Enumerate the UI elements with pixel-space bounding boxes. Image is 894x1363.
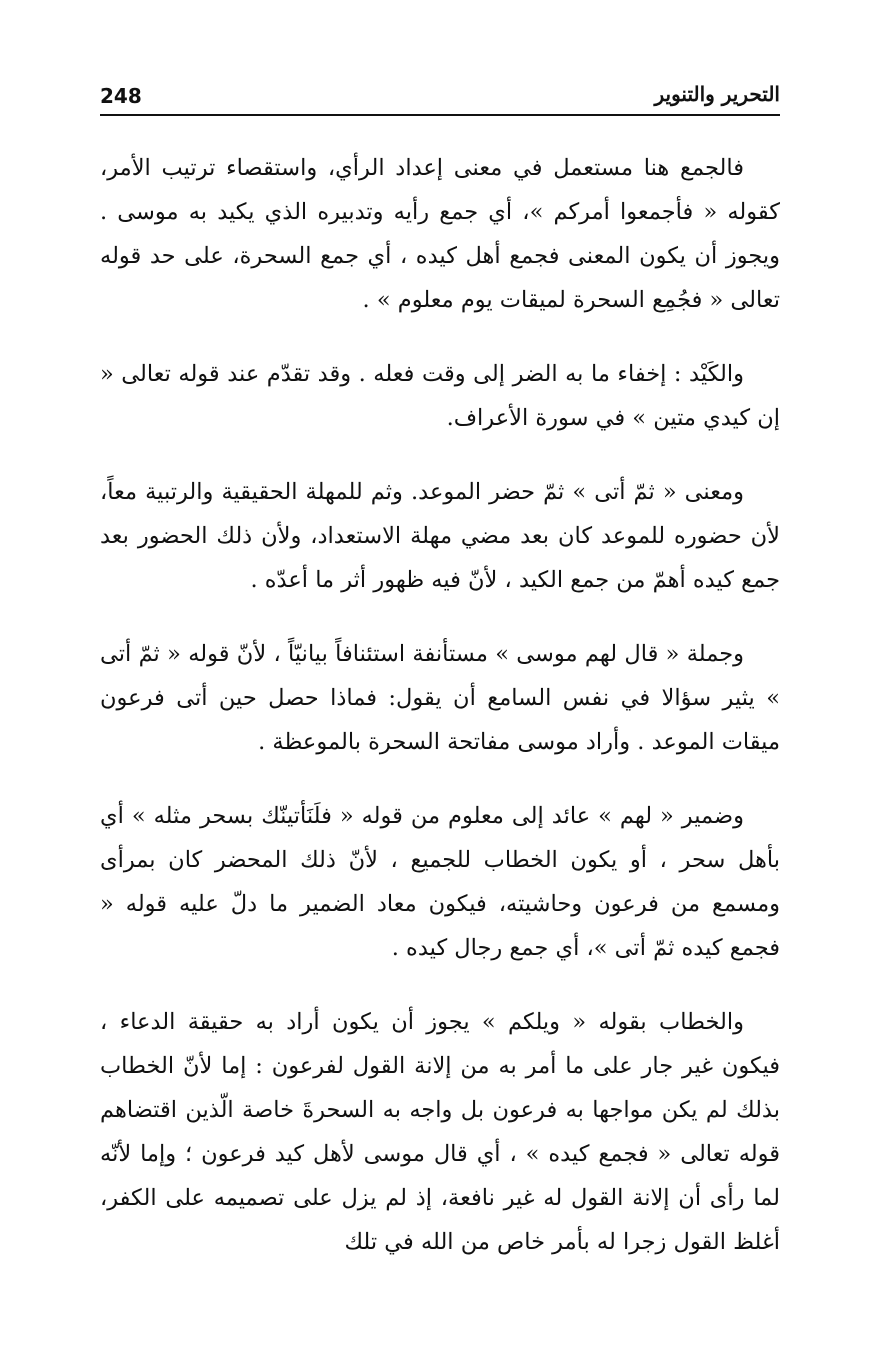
paragraph-2: والكَيْد : إخفاء ما به الضر إلى وقت فعله . وقد تقدّم عند قوله تعالى « إن كيدي متين » في سورة الأعراف. bbox=[100, 361, 780, 431]
page-number: 248 bbox=[100, 84, 142, 108]
paragraph-5: وضمير « لهم » عائد إلى معلوم من قوله « فلَنَأتينّك بسحر مثله » أي بأهل سحر ، أو يكون الخطاب للجميع ، لأنّ ذلك المحضر كان بمرأى ومسمع من فرعون وحاشيته، فيكون معاد الضمير ما دلّ عليه قوله « فجمع كيده ثمّ أتى »، أي جمع رجال كيده . bbox=[100, 803, 780, 961]
paragraph-3: ومعنى « ثمّ أتى » ثمّ حضر الموعد. وثم للمهلة الحقيقية والرتبية معاً، لأن حضوره للموعد كان بعد مضي مهلة الاستعداد، ولأن ذلك الحضور بعد جمع كيده أهمّ من جمع الكيد ، لأنّ فيه ظهور أثر ما أعدّه . bbox=[100, 479, 780, 593]
book-page bbox=[100, 80, 780, 1280]
page-body bbox=[100, 146, 780, 1264]
paragraph-1: فالجمع هنا مستعمل في معنى إعداد الرأي، واستقصاء ترتيب الأمر، كقوله « فأجمعوا أمركم »، أي جمع رأيه وتدبيره الذي يكيد به موسى . ويجوز أن يكون المعنى فجمع أهل كيده ، أي جمع السحرة، على حد قوله تعالى « فجُمِع السحرة لميقات يوم معلوم » . bbox=[100, 155, 780, 313]
paragraph-4: وجملة « قال لهم موسى » مستأنفة استئنافاً بيانيّاً ، لأنّ قوله « ثمّ أتى » يثير سؤالا في نفس السامع أن يقول: فماذا حصل حين أتى فرعون ميقات الموعد . وأراد موسى مفاتحة السحرة بالموعظة . bbox=[100, 641, 780, 755]
paragraph-6: والخطاب بقوله « ويلكم » يجوز أن يكون أراد به حقيقة الدعاء ، فيكون غير جار على ما أمر به من إلانة القول لفرعون : إما لأنّ الخطاب بذلك لم يكن مواجها به فرعون بل واجه به السحرةَ خاصة الّذين اقتضاهم قوله تعالى « فجمع كيده » ، أي قال موسى لأهل كيد فرعون ؛ وإما لأنّه لما رأى أن إلانة القول له غير نافعة، إذ لم يزل على تصميمه على الكفر، أغلظ القول زجرا له بأمر خاص من الله في تلك bbox=[100, 1009, 780, 1255]
running-title: التحرير والتنوير bbox=[654, 82, 780, 106]
page-header bbox=[100, 80, 780, 116]
